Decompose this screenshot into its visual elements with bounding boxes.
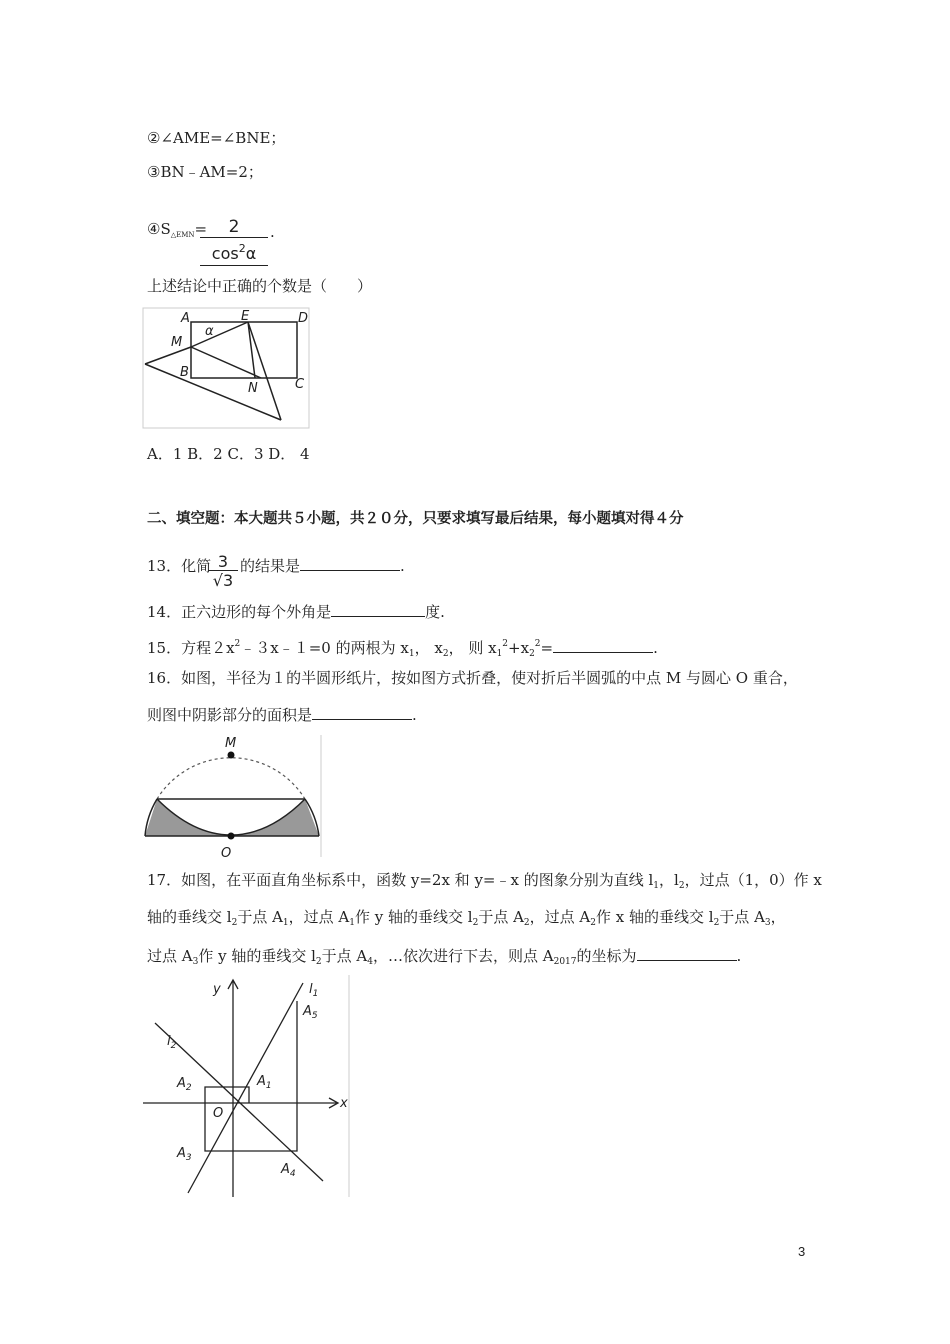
q15-sup2: 2: [502, 639, 509, 649]
q13-end: .: [400, 557, 405, 575]
conclusion-4-sub: △EMN: [170, 231, 195, 239]
q12-rectangle-figure: [143, 308, 309, 428]
q15-t3: ， x: [414, 639, 443, 657]
segment-mn: [191, 347, 261, 378]
q15-s4: 2: [529, 649, 535, 659]
q13-radicand: 3: [223, 571, 234, 590]
fraction-numerator: 2: [200, 218, 268, 238]
q17-l1c: ，过点（1，0）作 x: [684, 871, 822, 889]
q17-l3b: 作 y 轴的垂线交 l: [198, 947, 316, 965]
cos-text: cos: [211, 244, 239, 263]
label-y: y: [213, 982, 221, 997]
q17-l2g: 作 x 轴的垂线交 l: [596, 908, 714, 926]
label-a4: $A_4$: [281, 1162, 296, 1179]
q15-t5: +x: [508, 639, 530, 657]
q14-answer-blank[interactable]: [331, 602, 425, 617]
q16-answer-blank[interactable]: [312, 705, 412, 720]
q16-line2-text: 则图中阴影部分的面积是: [147, 706, 313, 724]
q17-l2e: 于点 A: [478, 908, 524, 926]
segment-bottom-fold: [145, 364, 281, 420]
label-a5: $A_5$: [303, 1004, 318, 1021]
q13-suffix-text: 的结果是: [240, 557, 301, 575]
label-e: E: [241, 309, 250, 324]
q17-l1a: 17．如图，在平面直角坐标系中，函数 y=2x 和 y=﹣x 的图象分别为直线 l: [147, 871, 654, 889]
conclusion-4-fraction: [200, 218, 268, 266]
q15-t6: =: [540, 639, 554, 657]
fraction-denominator: [200, 238, 268, 266]
q17-l2d: 作 y 轴的垂线交 l: [355, 908, 473, 926]
label-m: M: [171, 335, 183, 350]
q15-sup3: 2: [534, 639, 541, 649]
q17-l2s2: 1: [282, 918, 289, 928]
q12-options: A．1 B．2 C．3 D． 4: [147, 445, 310, 463]
point-o: [228, 833, 235, 840]
q15-end: .: [653, 639, 658, 657]
q17-l2s1: 2: [231, 918, 238, 928]
q16-line1: 16．如图，半径为１的半圆形纸片，按如图方式折叠，使对折后半圆弧的中点 M 与圆心 O 重合，: [147, 669, 798, 687]
label-l2: $l_2$: [167, 1034, 177, 1051]
q17-line2: [147, 907, 786, 933]
q17-answer-blank[interactable]: [637, 946, 737, 961]
q14-suffix: 度.: [425, 603, 445, 621]
q14-prefix: 14．正六边形的每个外角是: [147, 603, 332, 621]
segment-me: [191, 322, 248, 347]
q16-end: .: [412, 706, 417, 724]
q17-l2c: ，过点 A: [288, 908, 350, 926]
q13-answer-blank[interactable]: [300, 556, 400, 571]
label-alpha: α: [205, 324, 214, 339]
q17-l2f: ，过点 A: [529, 908, 591, 926]
label-n: N: [248, 381, 258, 396]
q17-line1: [147, 870, 822, 896]
q17-l2s6: 2: [590, 918, 596, 928]
q15-s2: 2: [442, 649, 449, 659]
label-o: O: [221, 846, 232, 861]
q17-l3d: ，…依次进行下去，则点 A: [373, 947, 554, 965]
q13-prefix: 13．化简: [147, 557, 212, 575]
q15-t1: 15．方程２x: [147, 639, 235, 657]
q15-answer-blank[interactable]: [553, 638, 653, 653]
q17-l2h: 于点 A: [719, 908, 765, 926]
q17-l3s2: 2: [315, 957, 322, 967]
conclusion-4-eq: =: [194, 220, 208, 238]
label-x: x: [340, 1096, 348, 1111]
q17-l3a: 过点 A: [147, 947, 193, 965]
q17-l2i: ，: [770, 908, 786, 926]
label-a2: $A_2$: [177, 1076, 192, 1093]
q17-l2s3: 1: [349, 918, 355, 928]
q15-s3: 1: [496, 649, 503, 659]
conclusion-4-prefix: ④S: [147, 220, 171, 238]
label-c: C: [295, 377, 305, 392]
label-l1: $l_1$: [309, 982, 319, 999]
q17-l1s2: 2: [678, 881, 685, 891]
q17-l2s5: 2: [523, 918, 530, 928]
q15-t4: ， 则 x: [448, 639, 497, 657]
label-a1: $A_1$: [257, 1074, 272, 1091]
q15-s1: 1: [408, 649, 415, 659]
label-m: M: [225, 736, 237, 751]
q17-l2s8: 3: [764, 918, 771, 928]
sqrt-icon: √: [212, 571, 223, 590]
q14: [147, 602, 445, 622]
q13-suffix: [240, 556, 405, 576]
segment-m-left: [145, 347, 191, 364]
q16-semicircle-figure: [143, 735, 323, 861]
conclusion-4: [147, 219, 207, 245]
point-m: [228, 752, 235, 759]
q17-l2s7: 2: [713, 918, 720, 928]
q17-l2s4: 2: [472, 918, 479, 928]
q17-end: .: [736, 947, 742, 965]
q15-t2: ﹣３x﹣１=0 的两根为 x: [240, 639, 409, 657]
page-number: 3: [798, 1244, 806, 1259]
staircase-path: [205, 1001, 297, 1151]
q17-l3s1: 3: [192, 957, 199, 967]
conclusion-2: ②∠AME=∠BNE；: [147, 129, 286, 147]
label-o: O: [213, 1106, 224, 1121]
q17-l3c: 于点 A: [321, 947, 368, 965]
q13-numerator: 3: [208, 553, 238, 571]
cos-power: 2: [238, 242, 246, 255]
conclusion-3: ③BN﹣AM=2；: [147, 163, 263, 181]
segment-en: [248, 322, 281, 420]
q13-fraction: [208, 553, 238, 591]
label-a: A: [181, 311, 190, 326]
dashed-arc: [157, 758, 305, 799]
section-2-heading: 二、填空题：本大题共５小题，共２０分，只要求填写最后结果，每小题填对得４分: [147, 511, 684, 527]
q17-l2a: 轴的垂线交 l: [147, 908, 232, 926]
q17-line3: [147, 946, 741, 972]
q16-line2: [147, 705, 417, 725]
figure-frame: [143, 308, 309, 428]
label-d: D: [298, 311, 309, 326]
conclusion-4-end: .: [270, 223, 275, 241]
q17-l3s3: 4: [367, 957, 373, 967]
q17-l3s4: 2017: [553, 957, 577, 967]
q13-denominator: [208, 571, 238, 591]
q17-coordinate-figure: [143, 975, 353, 1197]
q17-l1s1: 1: [653, 881, 660, 891]
alpha-var: α: [245, 244, 257, 263]
label-b: B: [180, 365, 189, 380]
q15-sup1: 2: [234, 639, 241, 649]
q17-l1b: ，l: [659, 871, 679, 889]
shaded-region: [145, 799, 319, 836]
q12-question: 上述结论中正确的个数是（ ）: [147, 277, 373, 295]
label-a3: $A_3$: [177, 1146, 192, 1163]
q17-l2b: 于点 A: [237, 908, 283, 926]
q15: [147, 634, 658, 664]
q17-l3e: 的坐标为: [576, 947, 637, 965]
